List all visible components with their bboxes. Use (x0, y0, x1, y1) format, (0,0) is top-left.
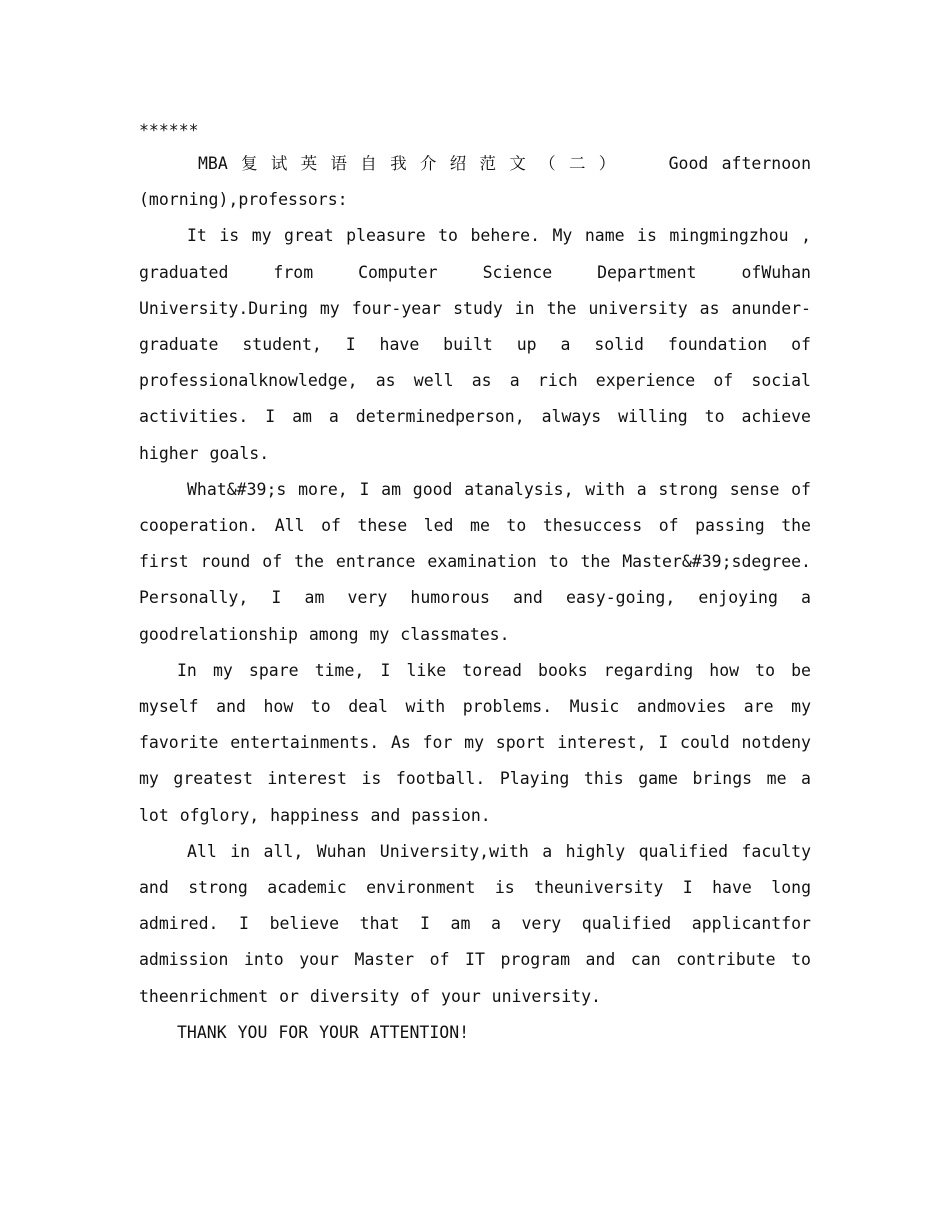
title-chinese: 复试英语自我介绍范文（二） (241, 154, 629, 173)
paragraph-strengths: What&#39;s more, I am good atanalysis, with a strong sense of cooperation. All of these led me to thesuccess of passing the first round of the entrance examination to the Master&#39;sdegree. Personally, I am very humorous and easy-going, enjoying a goodrelationship among my classmates. (139, 479, 811, 644)
document-body (139, 116, 811, 1051)
section-marker: ****** (139, 121, 199, 140)
paragraph-intro: It is my great pleasure to behere. My name is mingmingzhou , graduated from Computer Science Department ofWuhan University.During my four-year study in the university as anunder-graduate student, I have built up a solid foundation of professionalknowledge, as well as a rich experience of social activities. I am a determinedperson, always willing to achieve higher goals. (139, 226, 811, 463)
title-and-greeting (139, 146, 811, 218)
paragraph-hobbies: In my spare time, I like toread books regarding how to be myself and how to deal with problems. Music andmovies are my favorite entertainments. As for my sport interest, I could notdeny my greatest interest is football. Playing this game brings me a lot ofglory, happiness and passion. (139, 660, 811, 825)
title-prefix: MBA (198, 154, 228, 173)
greeting: Good afternoon (morning),professors: (139, 154, 812, 210)
paragraph-conclusion: All in all, Wuhan University,with a highly qualified faculty and strong academic environment is theuniversity I have long admired. I believe that I am a very qualified applicantfor admission into your Master of IT program and can contribute to theenrichment or diversity of your university. (139, 841, 811, 1006)
closing-line: THANK YOU FOR YOUR ATTENTION! (177, 1022, 470, 1042)
